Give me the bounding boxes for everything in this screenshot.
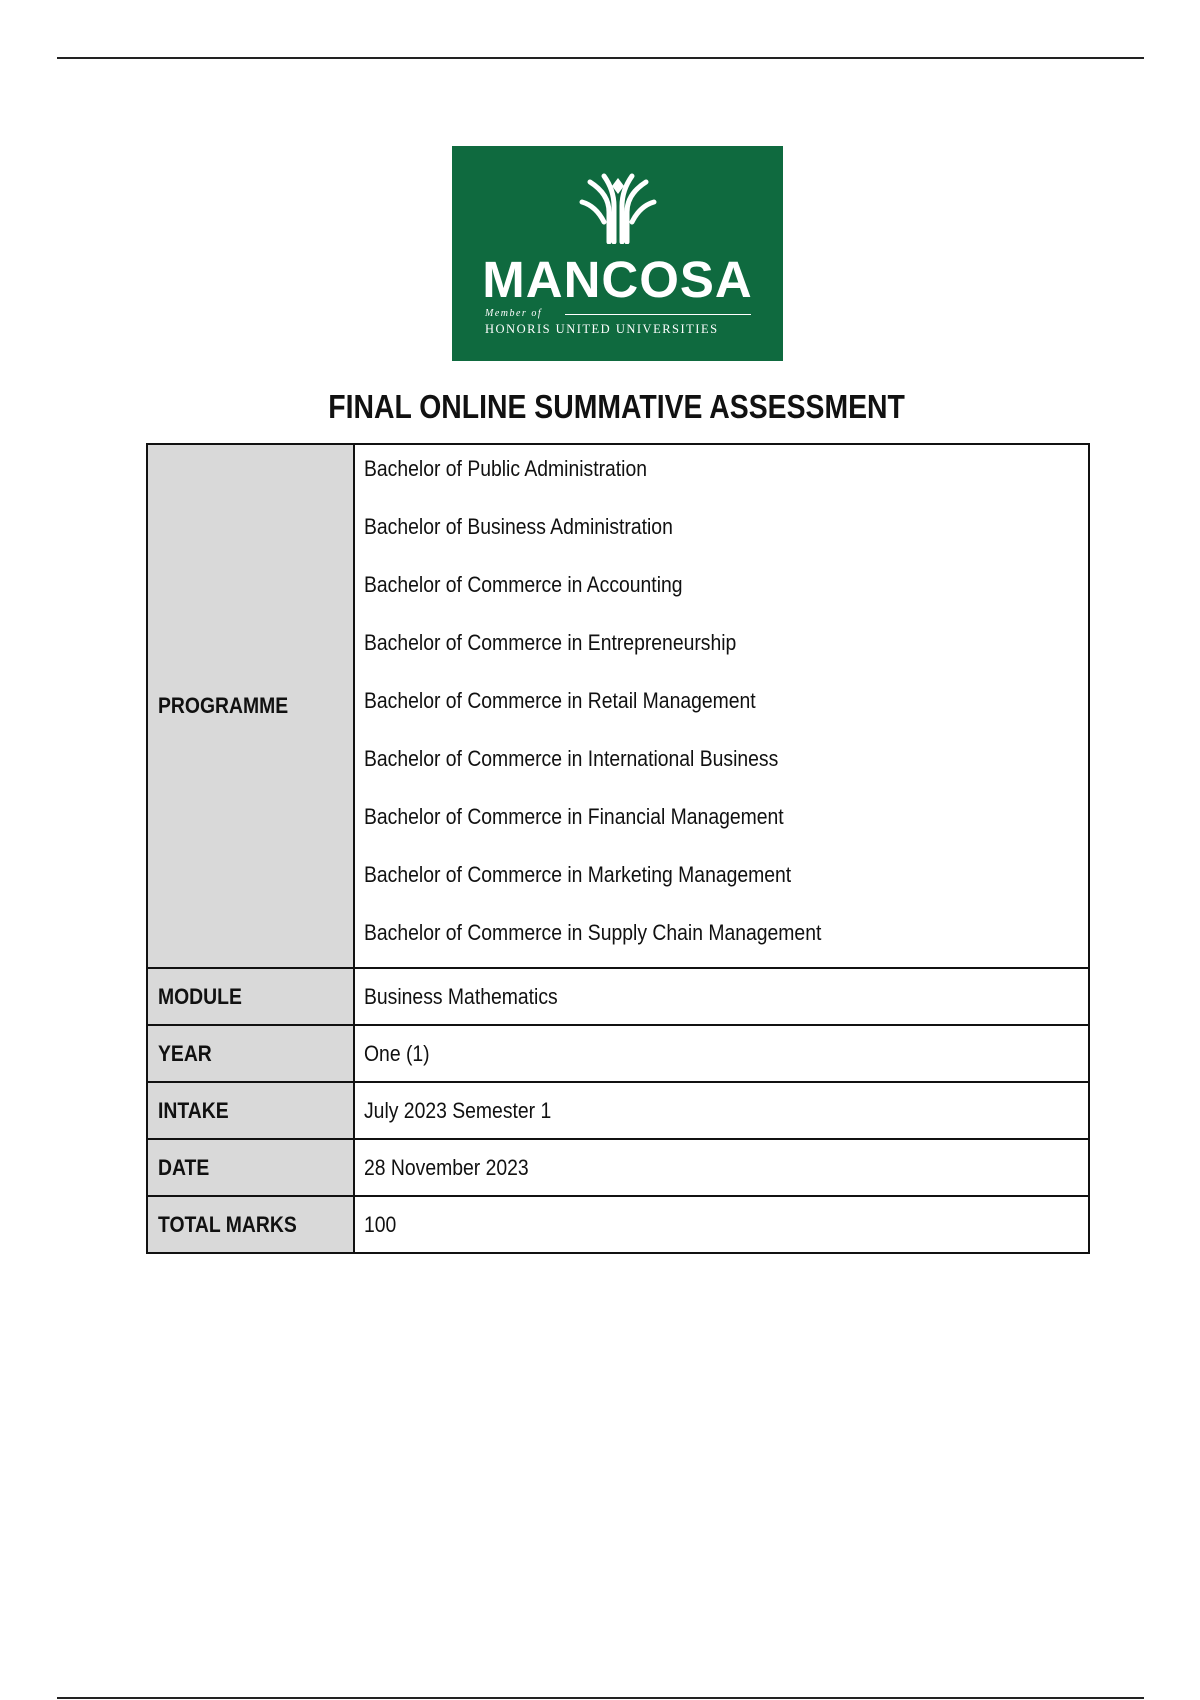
intake-label: INTAKE bbox=[158, 1097, 229, 1123]
year-label: YEAR bbox=[158, 1040, 212, 1066]
module-value-cell bbox=[354, 968, 1089, 1025]
logo-emblem-icon bbox=[578, 172, 658, 244]
mancosa-logo bbox=[452, 146, 783, 361]
intake-value: July 2023 Semester 1 bbox=[364, 1097, 552, 1123]
total-marks-label-cell bbox=[147, 1196, 354, 1253]
programme-item: Bachelor of Commerce in Entrepreneurship bbox=[364, 630, 737, 655]
year-value: One (1) bbox=[364, 1040, 430, 1066]
table-row-intake bbox=[147, 1082, 1089, 1139]
logo-divider bbox=[565, 314, 751, 315]
logo-member-of: Member of bbox=[485, 308, 543, 319]
programme-item: Bachelor of Commerce in Supply Chain Management bbox=[364, 920, 822, 945]
year-label-cell bbox=[147, 1025, 354, 1082]
table-row-total-marks bbox=[147, 1196, 1089, 1253]
table-row-programme bbox=[147, 444, 1089, 968]
programme-label-cell bbox=[147, 444, 354, 968]
programme-item: Bachelor of Public Administration bbox=[364, 456, 648, 481]
document-title: FINAL ONLINE SUMMATIVE ASSESSMENT bbox=[328, 388, 905, 425]
programme-item: Bachelor of Commerce in Marketing Management bbox=[364, 862, 792, 887]
year-value-cell bbox=[354, 1025, 1089, 1082]
module-value: Business Mathematics bbox=[364, 983, 558, 1009]
logo-wordmark: MANCOSA bbox=[482, 251, 753, 308]
intake-label-cell bbox=[147, 1082, 354, 1139]
intake-value-cell bbox=[354, 1082, 1089, 1139]
header-rule bbox=[57, 57, 1144, 59]
footer-rule bbox=[57, 1697, 1144, 1699]
programme-item: Bachelor of Commerce in Accounting bbox=[364, 572, 683, 597]
programme-item: Bachelor of Commerce in Retail Management bbox=[364, 688, 756, 713]
date-value: 28 November 2023 bbox=[364, 1154, 529, 1180]
table-row-module bbox=[147, 968, 1089, 1025]
total-marks-label: TOTAL MARKS bbox=[158, 1211, 297, 1237]
date-value-cell bbox=[354, 1139, 1089, 1196]
programme-list-cell bbox=[354, 444, 1089, 968]
date-label: DATE bbox=[158, 1154, 210, 1180]
date-label-cell bbox=[147, 1139, 354, 1196]
table-row-date bbox=[147, 1139, 1089, 1196]
programme-item: Bachelor of Business Administration bbox=[364, 514, 673, 539]
programme-item: Bachelor of Commerce in Financial Management bbox=[364, 804, 784, 829]
programme-label: PROGRAMME bbox=[158, 693, 289, 718]
module-label-cell bbox=[147, 968, 354, 1025]
total-marks-value: 100 bbox=[364, 1211, 397, 1237]
logo-network-name: HONORIS UNITED UNIVERSITIES bbox=[485, 322, 719, 336]
assessment-info-table bbox=[146, 443, 1090, 1254]
table-row-year bbox=[147, 1025, 1089, 1082]
programme-item: Bachelor of Commerce in International Business bbox=[364, 746, 779, 771]
module-label: MODULE bbox=[158, 983, 242, 1009]
total-marks-value-cell bbox=[354, 1196, 1089, 1253]
